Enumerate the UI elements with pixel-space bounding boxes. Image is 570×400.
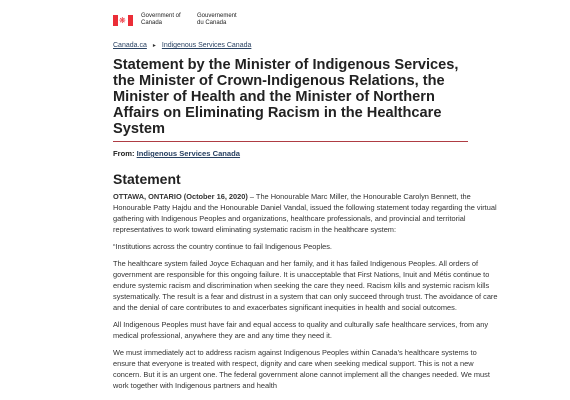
signature-french: Gouvernement du Canada <box>197 13 237 26</box>
from-line <box>113 149 570 158</box>
paragraph: All Indigenous Peoples must have fair and equal access to quality and culturally safe healthcare services, from any medical professional, anywhere they are and any time they need it. <box>113 320 489 340</box>
title-rule <box>113 141 468 142</box>
government-signature[interactable] <box>141 13 245 27</box>
site-header <box>113 10 570 30</box>
paragraph <box>113 191 501 235</box>
canada-flag-icon[interactable]: ❋ <box>113 15 133 26</box>
page-title: Statement by the Minister of Indigenous Services, the Minister of Crown-Indigenous Relations, the Minister of Health and the Minister of Northern Affairs on Eliminating Racism in the Healthcare System <box>113 57 459 137</box>
section-heading: Statement <box>113 171 181 187</box>
paragraph: We must immediately act to address racism against Indigenous Peoples within Canada’s healthcare systems to ensure that everyone is treated with respect, dignity and care when seeking medical support. This is not a new concern. But it is an urgent one. The federal government alone cannot implement all the changes needed. We must work together with Indigenous partners and health <box>113 348 490 390</box>
signature-english: Government of Canada <box>141 13 181 26</box>
paragraph: The healthcare system failed Joyce Echaquan and her family, and it has failed Indigenous Peoples. All orders of government are responsible for this ongoing failure. It is unacceptable that First Nations, Inuit and Métis continue to endure systemic racism and discrimination when seeking the care they need. Racism kills and systemic racism kills systematically. The result is a fear and distrust in a system that can only succeed through trust. The avoidance of care and the denial of care contributes to and exacerbates significant inequities in health and social outcomes. <box>113 259 498 312</box>
from-label: From: <box>113 149 137 158</box>
breadcrumb-link-indigenous-services[interactable]: Indigenous Services Canada <box>161 42 252 49</box>
from-link[interactable]: Indigenous Services Canada <box>136 149 241 158</box>
statement-body <box>113 191 501 391</box>
paragraph: “Institutions across the country continue to fail Indigenous Peoples. <box>113 242 332 251</box>
breadcrumb-separator-icon: ▸ <box>152 43 156 49</box>
breadcrumb-link-canada[interactable]: Canada.ca <box>113 42 147 49</box>
paragraph-text: – The Honourable Marc Miller, the Honourable Carolyn Bennett, the Honourable Patty Hajdu and the Honourable Daniel Vandal, issued the following statement today regarding the virtual gathering with Indigenous Peoples and organizations, healthcare professionals, and provincial and territorial representatives to work toward eliminating systematic racism in the healthcare system: <box>113 192 497 234</box>
dateline: OTTAWA, ONTARIO (October 16, 2020) <box>113 192 248 201</box>
breadcrumb <box>113 42 570 49</box>
